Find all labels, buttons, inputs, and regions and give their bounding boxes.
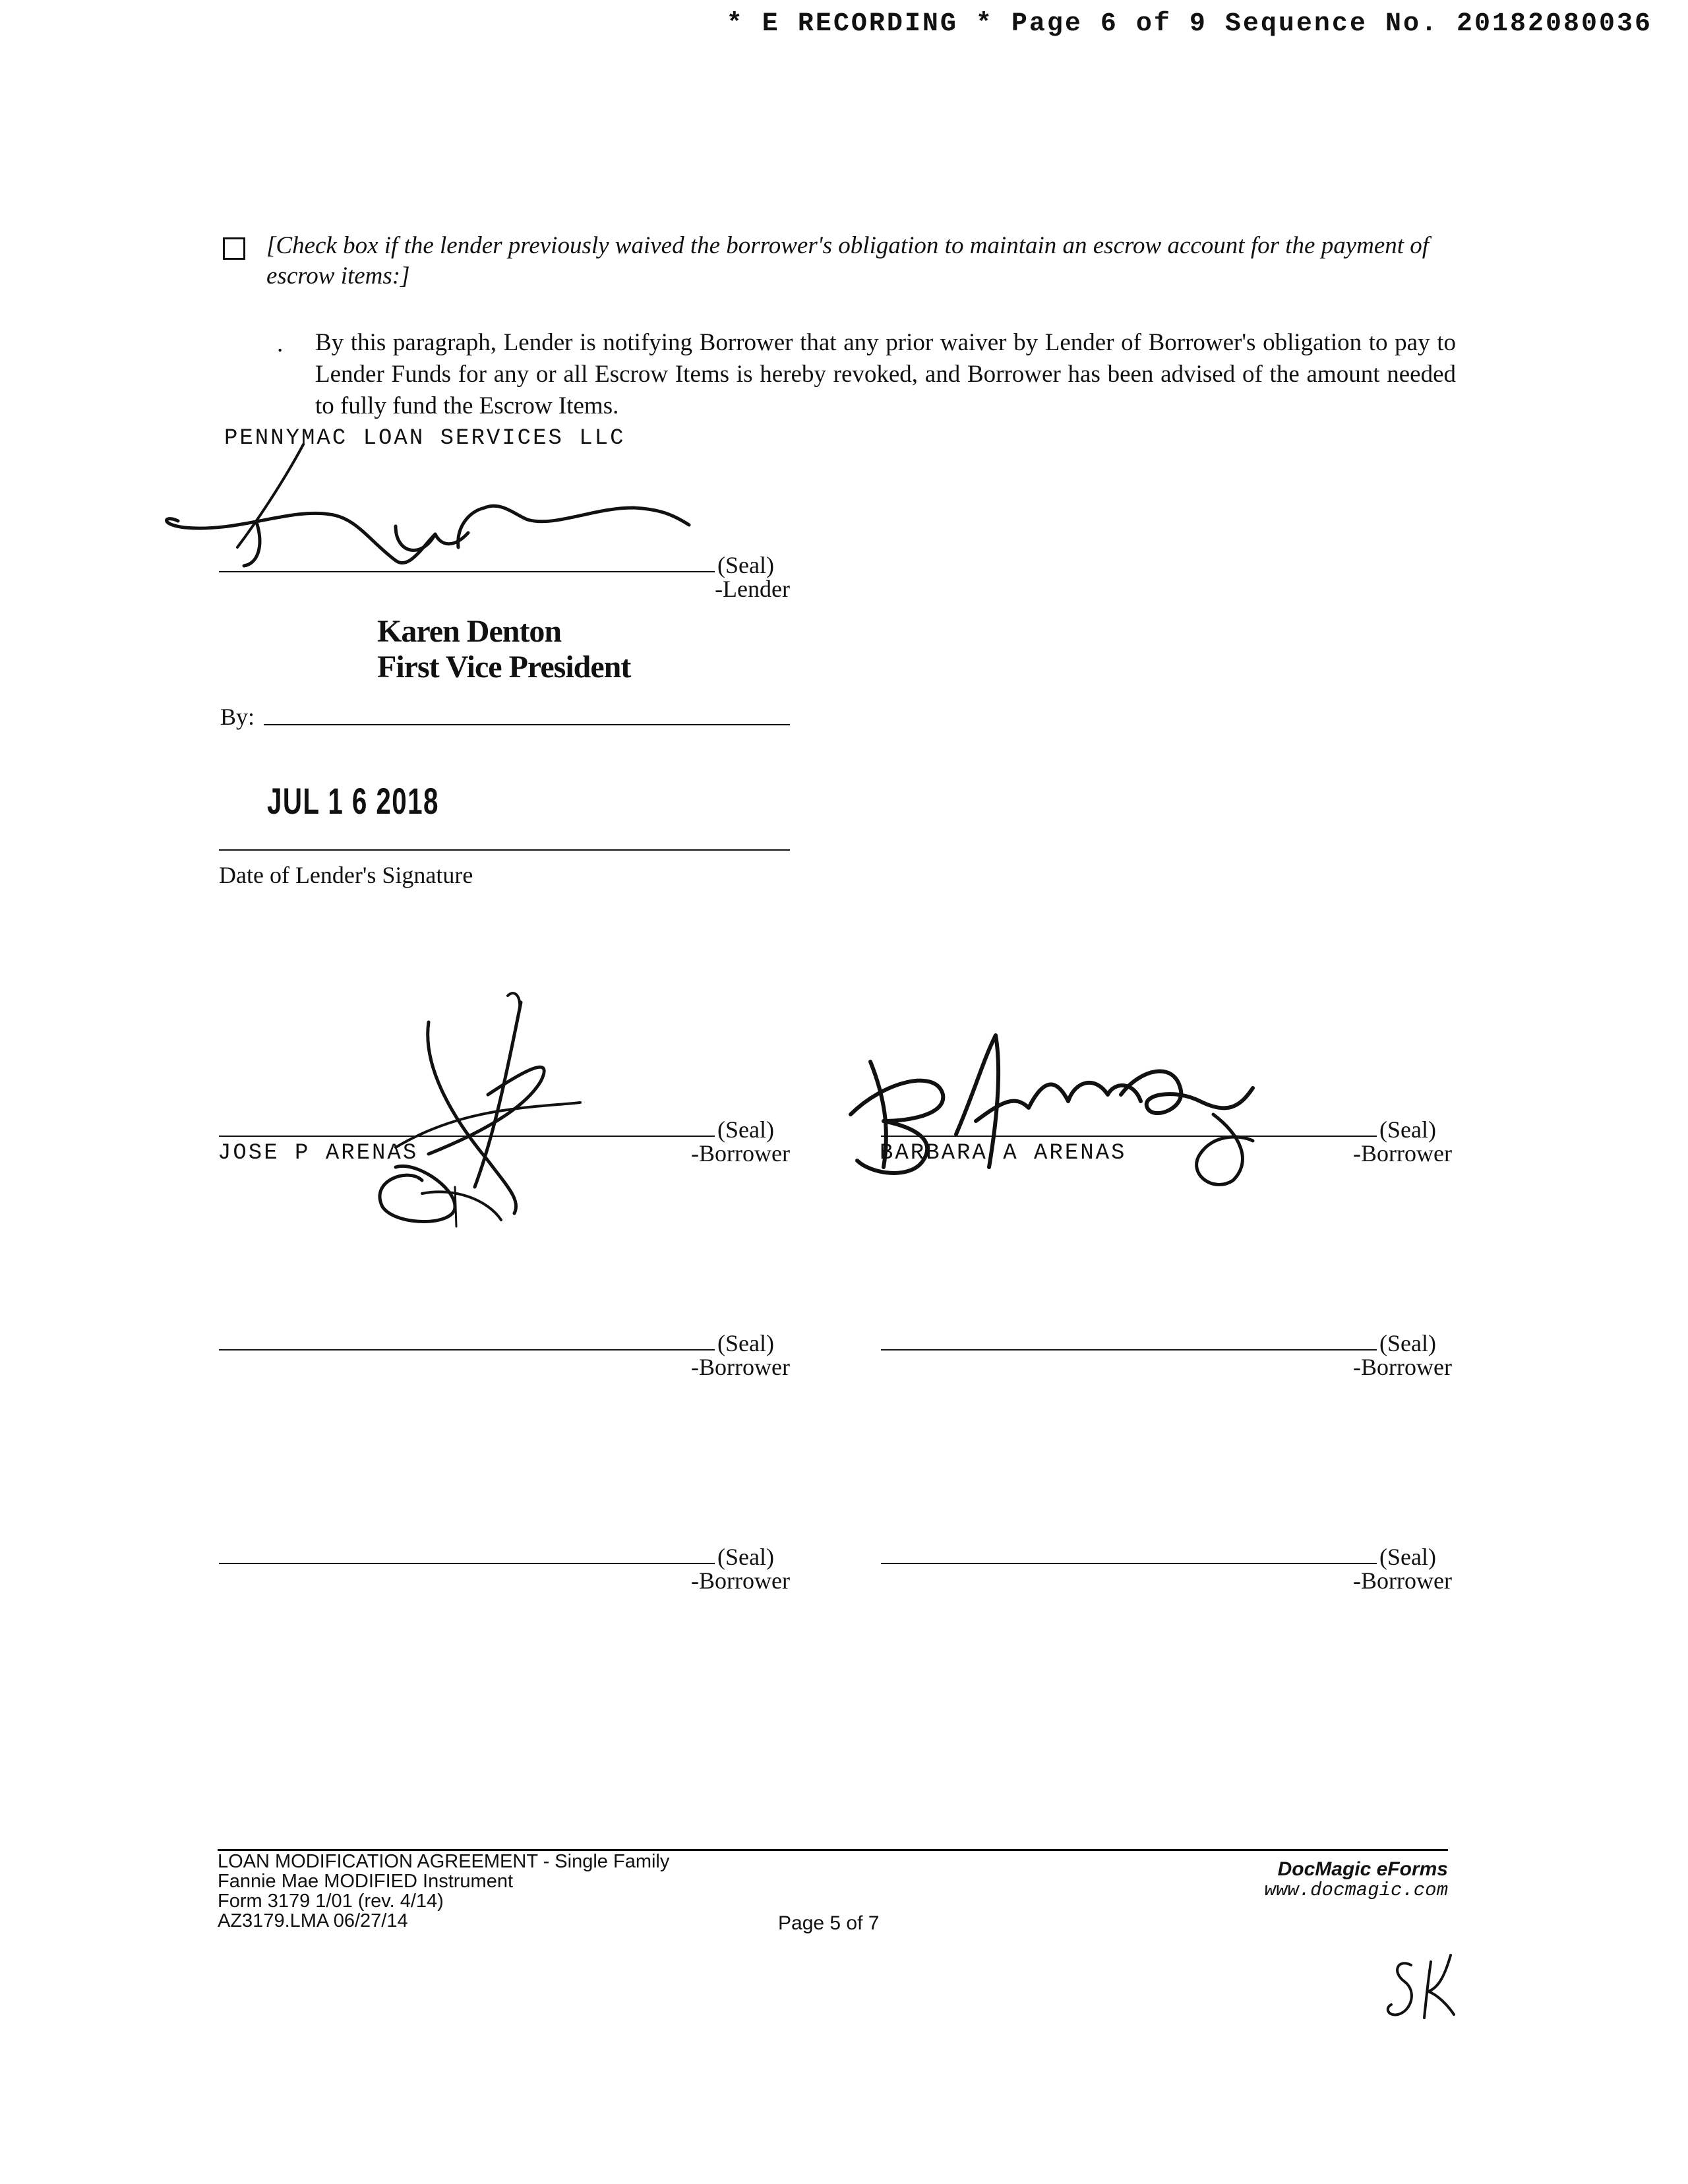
borrower-1-signature-icon <box>356 989 607 1240</box>
lender-signature-icon <box>158 448 712 574</box>
lender-signer-name: Karen Denton <box>377 614 562 649</box>
lender-signer-title: First Vice President <box>377 650 631 684</box>
borrower-2-seal-label: (Seal) <box>1379 1116 1436 1143</box>
lender-date-line <box>219 849 790 851</box>
footer-instrument: Fannie Mae MODIFIED Instrument <box>218 1871 514 1892</box>
by-signature-line <box>264 724 790 725</box>
borrower-5-signature-line <box>219 1563 715 1564</box>
recording-stamp: * E RECORDING * Page 6 of 9 Sequence No. 20182080036 <box>726 9 1652 39</box>
lender-role-label: -Lender <box>715 576 790 602</box>
borrower-6-seal-label: (Seal) <box>1379 1544 1436 1570</box>
borrower-1-signature-line <box>219 1136 715 1137</box>
footer-page-number: Page 5 of 7 <box>778 1912 880 1934</box>
borrower-1-role-label: -Borrower <box>691 1140 790 1167</box>
docmagic-url: www.docmagic.com <box>1264 1879 1448 1901</box>
paragraph-bullet: . <box>277 330 284 357</box>
borrower-3-seal-label: (Seal) <box>717 1330 774 1356</box>
borrower-4-seal-label: (Seal) <box>1379 1330 1436 1356</box>
borrower-2-name: BARBARA A ARENAS <box>880 1141 1127 1166</box>
borrower-2-role-label: -Borrower <box>1353 1140 1452 1167</box>
escrow-revocation-paragraph: By this paragraph, Lender is notifying Borrower that any prior waiver by Lender of Borrower's obligation to pay to Lender Funds for any or all Escrow Items is hereby revoked, and Borrower has been advised of the amount needed to fully fund the Escrow Items. <box>315 329 1456 419</box>
by-label: By: <box>220 704 255 730</box>
borrower-1-name: JOSE P ARENAS <box>218 1141 419 1166</box>
lender-date-stamp: JUL 1 6 2018 <box>267 780 439 822</box>
footer-form-number: Form 3179 1/01 (rev. 4/14) <box>218 1891 444 1912</box>
footer-form-title: LOAN MODIFICATION AGREEMENT - Single Family <box>218 1851 670 1872</box>
lender-date-caption: Date of Lender's Signature <box>219 862 473 888</box>
borrower-5-role-label: -Borrower <box>691 1567 790 1594</box>
docmagic-logo: DocMagic eForms <box>1277 1858 1448 1880</box>
initials-icon <box>1385 1952 1464 2024</box>
lender-seal-label: (Seal) <box>717 552 774 578</box>
borrower-2-signature-line <box>881 1136 1377 1137</box>
footer-form-code: AZ3179.LMA 06/27/14 <box>218 1910 408 1931</box>
borrower-4-signature-line <box>881 1349 1377 1350</box>
lender-name: PENNYMAC LOAN SERVICES LLC <box>224 426 626 451</box>
borrower-6-signature-line <box>881 1563 1377 1564</box>
borrower-4-role-label: -Borrower <box>1353 1354 1452 1380</box>
lender-signature-line <box>219 571 715 572</box>
borrower-6-role-label: -Borrower <box>1353 1567 1452 1594</box>
borrower-3-role-label: -Borrower <box>691 1354 790 1380</box>
borrower-3-signature-line <box>219 1349 715 1350</box>
borrower-1-seal-label: (Seal) <box>717 1116 774 1143</box>
escrow-waiver-checkbox[interactable] <box>223 237 245 260</box>
borrower-5-seal-label: (Seal) <box>717 1544 774 1570</box>
escrow-waiver-checkbox-label: [Check box if the lender previously waived the borrower's obligation to maintain an escrow account for the payment of escrow items:] <box>266 232 1430 289</box>
